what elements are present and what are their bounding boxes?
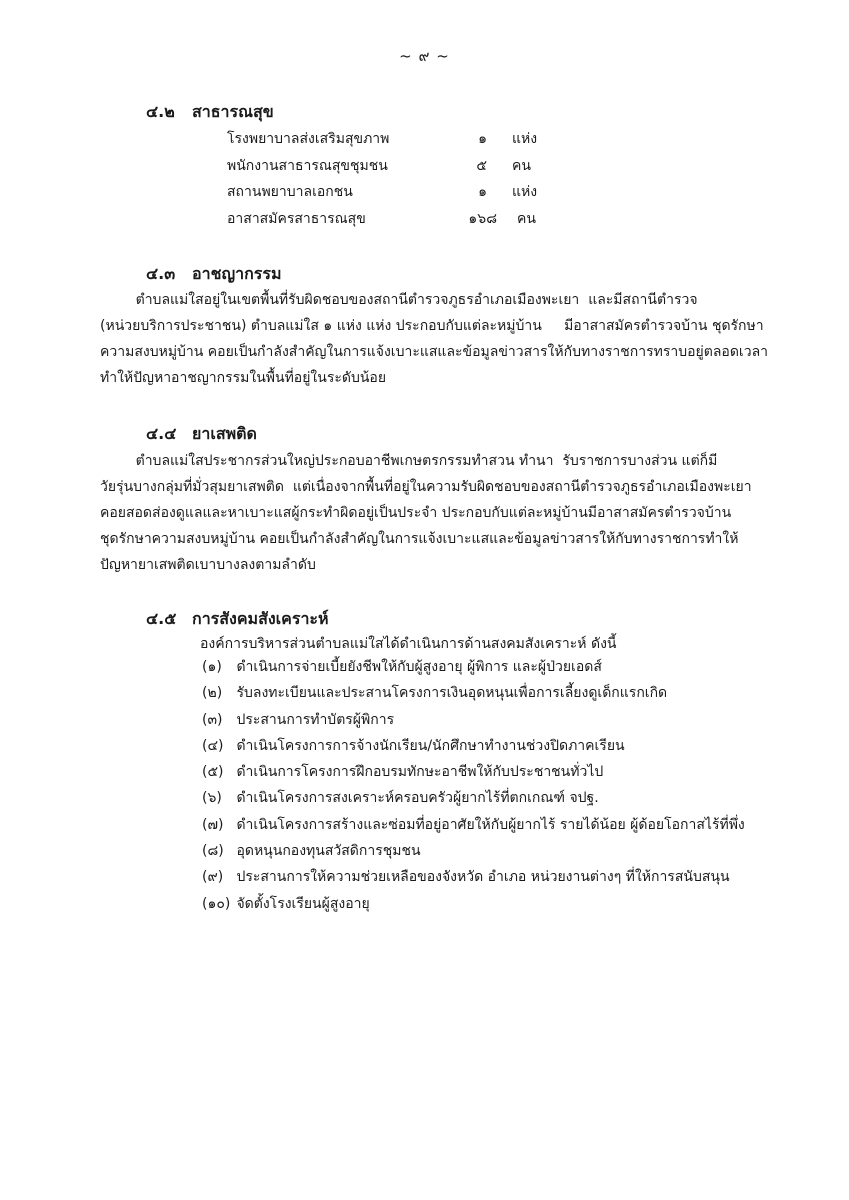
paragraph-drugs [100,448,760,578]
list-item-text: ดำเนินโครงการสงเคราะห์ครอบครัวผู้ยากไร้ที่ตกเกณฑ์ จปฐ. [236,790,599,807]
section-heading-welfare [146,607,329,632]
section-heading-crime [146,262,282,287]
section-heading-public-health [146,100,274,125]
section-number: ๔.๓ [146,264,176,283]
section-title: ยาเสพติด [192,424,257,443]
list-item [202,759,745,785]
list-marker: (๖) [202,790,222,807]
paragraph-line: วัยรุ่นบางกลุ่มที่มั่วสุมยาเสพติด แต่เนื่องจากพื้นที่อยู่ในความรับผิดชอบของสถานีตำรวจภูธรอำเภอเมืองพะเยา [100,479,752,495]
list-marker: (๓) [202,711,223,728]
list-item [202,733,745,759]
list-item-text: ดำเนินการจ่ายเบี้ยยังชีพให้กับผู้สูงอายุ ผู้พิการ และผู้ป่วยเอดส์ [236,659,602,675]
section-number: ๔.๔ [146,424,177,443]
section-title: การสังคมสังเคราะห์ [192,609,329,628]
stat-value: ๑ [478,131,487,147]
stat-unit: คน [512,158,531,174]
list-item [202,654,745,680]
list-item [202,785,745,811]
list-item-text: ประสานการทำบัตรผู้พิการ [236,711,395,728]
list-item-text: ประสานการให้ความช่วยเหลือของจังหวัด อำเภอ หน่วยงานต่างๆ ที่ให้การสนับสนุน [236,869,730,886]
list-marker: (๕) [202,764,224,781]
paragraph-line: (หน่วยบริการประชาชน) ตำบลแม่ใส ๑ แห่ง แห่ง ประกอบกับแต่ละหมู่บ้าน มีอาสาสมัครตำรวจบ้าน ชุดรักษา [100,318,764,334]
list-marker: (๗) [202,816,224,833]
section-number: ๔.๒ [146,102,175,121]
list-marker: (๒) [202,685,223,702]
list-item-text: รับลงทะเบียนและประสานโครงการเงินอุดหนุนเพื่อการเลี้ยงดูเด็กแรกเกิด [236,685,668,702]
list-item-text: จัดตั้งโรงเรียนผู้สูงอายุ [236,895,370,912]
list-marker: (๔) [202,737,224,754]
stat-value: ๑ [478,184,487,200]
list-item-text: ดำเนินโครงการการจ้างนักเรียน/นักศึกษาทำงานช่วงปิดภาคเรียน [236,737,625,754]
list-marker: (๑) [202,659,222,675]
list-item [202,707,745,733]
paragraph-line: ความสงบหมู่บ้าน คอยเป็นกำลังสำคัญในการแจ้งเบาะแสและข้อมูลข่าวสารให้กับทางราชการทราบอยู่ตลอดเวลา [100,344,769,360]
list-item-text: ดำเนินการโครงการฝึกอบรมทักษะอาชีพให้กับประชาชนทั่วไป [236,764,604,781]
stat-unit: แห่ง [512,131,538,147]
paragraph-line: ทำให้ปัญหาอาชญากรรมในพื้นที่อยู่ในระดับน้อย [100,370,387,386]
welfare-list [202,654,745,917]
list-item [202,812,745,838]
section-title: อาชญากรรม [192,264,282,283]
paragraph-line: ตำบลแม่ใสอยู่ในเขตพื้นที่รับผิดชอบของสถานีตำรวจภูธรอำเภอเมืองพะเยา และมีสถานีตำรวจ [100,292,698,308]
section-title: สาธารณสุข [192,102,274,121]
paragraph-crime [100,287,769,391]
welfare-intro: องค์การบริหารส่วนตำบลแม่ใสได้ดำเนินการด้านสงคมสังเคราะห์ ดังนี้ [200,636,617,652]
stat-value: ๑๖๘ [468,211,497,227]
paragraph-line: ตำบลแม่ใสประชากรส่วนใหญ่ประกอบอาชีพเกษตรกรรมทำสวน ทำนา รับราชการบางส่วน แต่ก็มี [100,453,718,469]
list-item [202,838,745,864]
section-heading-drugs [146,422,257,447]
stat-label: พนักงานสาธารณสุขชุมชน [227,158,388,174]
list-marker: (๙) [202,869,224,886]
stat-label: สถานพยาบาลเอกชน [227,184,353,200]
paragraph-line: ชุดรักษาความสงบหมู่บ้าน คอยเป็นกำลังสำคัญในการแจ้งเบาะแสและข้อมูลข่าวสารให้กับทางราชการทำให้ [100,531,739,547]
list-marker: (๘) [202,843,224,860]
stat-label: โรงพยาบาลส่งเสริมสุขภาพ [227,131,390,147]
stat-value: ๕ [476,158,487,174]
paragraph-line: ปัญหายาเสพติดเบาบางลงตามลำดับ [100,557,316,573]
paragraph-line: คอยสอดส่องดูแลและหาเบาะแสผู้กระทำผิดอยู่เป็นประจำ ประกอบกับแต่ละหมู่บ้านมีอาสาสมัครตำรวจบ้าน [100,505,732,521]
stat-label: อาสาสมัครสาธารณสุข [227,211,366,227]
stat-unit: แห่ง [512,184,538,200]
section-number: ๔.๕ [146,609,177,628]
list-item [202,680,745,706]
page-number: ~ ๙ ~ [399,47,450,65]
list-marker: (๑๐) [202,895,231,912]
list-item-text: ดำเนินโครงการสร้างและซ่อมที่อยู่อาศัยให้กับผู้ยากไร้ รายได้น้อย ผู้ด้อยโอกาสไร้ที่พึ่ง [236,816,745,833]
stat-unit: คน [517,211,536,227]
list-item [202,864,745,890]
list-item-text: อุดหนุนกองทุนสวัสดิการชุมชน [236,843,421,860]
list-item [202,891,745,917]
